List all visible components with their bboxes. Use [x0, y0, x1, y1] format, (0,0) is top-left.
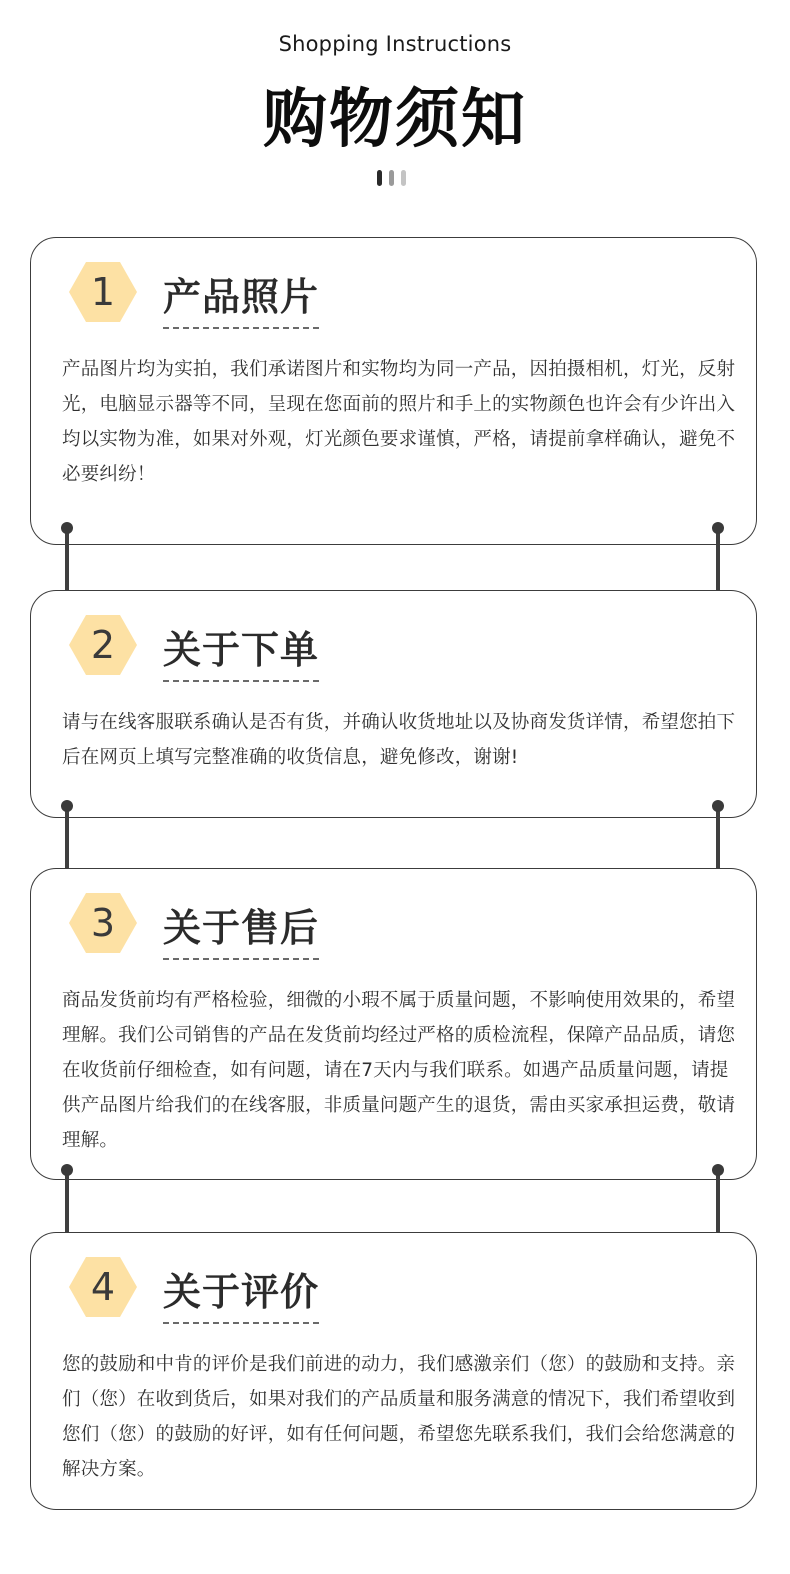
connector-dot: [712, 800, 724, 812]
connector-dot: [61, 800, 73, 812]
page-title: 购物须知: [263, 83, 527, 157]
connector-dot: [61, 522, 73, 534]
pager-dot: [377, 170, 382, 186]
section-body: 您的鼓励和中肯的评价是我们前进的动力，我们感激亲们（您）的鼓励和支持。亲们（您）在收到货后，如果对我们的产品质量和服务满意的情况下，我们希望收到您们（您）的鼓励的好评，如有任何问题，希望您先联系我们，我们会给您满意的解决方案。: [62, 1354, 736, 1480]
section-card-product-photos: [30, 237, 757, 545]
section-title: 关于评价: [163, 1261, 319, 1324]
section-card-reviews: [30, 1232, 757, 1510]
section-body: 请与在线客服联系确认是否有货，并确认收货地址以及协商发货详情，希望您拍下后在网页上填写完整准确的收货信息，避免修改，谢谢!: [62, 712, 736, 768]
section-title: 关于售后: [163, 897, 319, 960]
section-card-after-sales: [30, 868, 757, 1180]
section-body: 产品图片均为实拍，我们承诺图片和实物均为同一产品，因拍摄相机，灯光，反射光，电脑显示器等不同，呈现在您面前的照片和手上的实物颜色也许会有少许出入均以实物为准，如果对外观，灯光颜色要求谨慎，严格，请提前拿样确认，避免不必要纠纷！: [62, 359, 736, 485]
section-number: 3: [90, 901, 116, 945]
section-number: 1: [90, 270, 116, 314]
section-body: 商品发货前均有严格检验，细微的小瑕不属于质量问题，不影响使用效果的，希望理解。我们公司销售的产品在发货前均经过严格的质检流程，保障产品品质，请您在收货前仔细检查，如有问题，请在7天内与我们联系。如遇产品质量问题，请提供产品图片给我们的在线客服，非质量问题产生的退货，需由买家承担运费，敬请理解。: [62, 990, 736, 1151]
section-title: 产品照片: [163, 266, 319, 329]
section-number: 2: [90, 623, 116, 667]
section-number: 4: [90, 1265, 116, 1309]
section-card-ordering: [30, 590, 757, 818]
connector-dot: [61, 1164, 73, 1176]
page-subtitle: Shopping Instructions: [278, 32, 512, 56]
pager-dot: [389, 170, 394, 186]
pager-dot: [401, 170, 406, 186]
connector-dot: [712, 1164, 724, 1176]
section-title: 关于下单: [163, 619, 319, 682]
connector-dot: [712, 522, 724, 534]
